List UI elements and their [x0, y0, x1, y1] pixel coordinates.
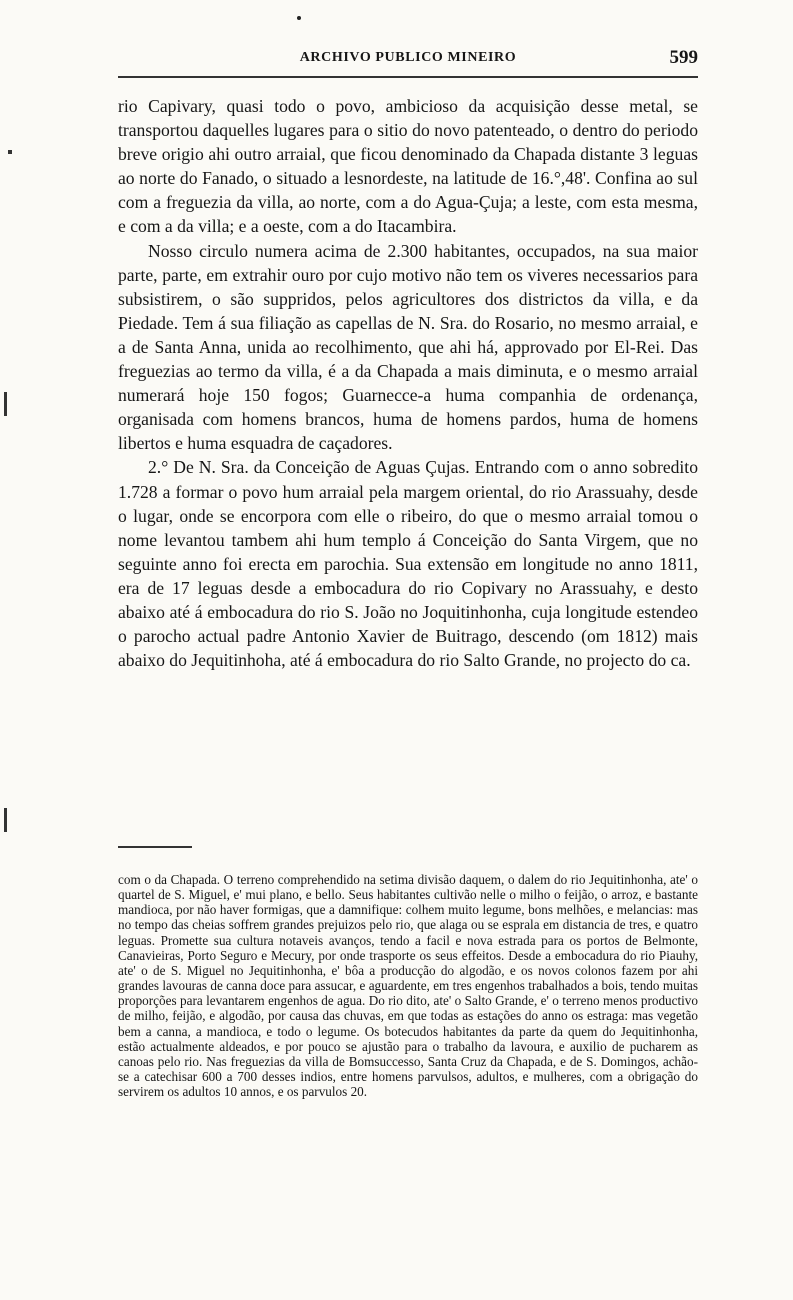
main-text: [118, 94, 698, 672]
footnote-text: com o da Chapada. O terreno comprehendido na setima divisão daquem, o dalem do rio Jequitinhonha, ate' o quartel de S. Miguel, e' mui plano, e bello. Seus habitantes cultivão nelle o milho o feijão, o arroz, e bastante mandioca, por não haver formigas, que a damnifique: colhem muito legume, bons melhões, e melancias: mas no tempo das cheias soffrem grandes prejuizos pelo rio, que alaga ou se esprala em distancia de tres, e quatro leguas. Promette sua cultura notaveis avanços, tendo a facil e nova estrada para os portos de Belmonte, Canavieiras, Porto Seguro e Mecury, por onde trasporte os seus effeitos. Desde a embocadura do rio Piauhy, ate' o de S. Miguel no Jequitinhonha, e' bôa a producção do algodão, e os novos colonos fazem por ahi grandes lavouras de canna doce para assucar, e aguardente, em tres engenhos trabalhados a bois, tendo muitas proporções para levantarem engenhos de agua. Do rio dito, ate' o Salto Grande, e' o terreno menos productivo de milho, feijão, e algodão, por causa das chuvas, em que todas as estações do anno os estraga: mas vegetão bem a canna, a mandioca, e todo o legume. Os botecudos habitantes da parte da quem do Jequitinhonha, estão actualmente aldeados, e por pouco se ajustão para o trabalho da lavoura, e auxilio de pucharem as canoas pelo rio. Nas freguezias da villa de Bomsuccesso, Santa Cruz da Chapada, e de S. Domingos, achão-se a catechisar 600 a 700 desses indios, entre homens parvulsos, adultos, e mulheres, com a obrigação do servirem os adultos 10 annos, e os parvulos 20.: [118, 872, 698, 1100]
footnote-separator: [118, 846, 192, 848]
paragraph: rio Capivary, quasi todo o povo, ambicioso da acquisição desse metal, se transportou daquelles lugares para o sitio do novo patenteado, o dentro do periodo breve origio ahi outro arraial, que ficou denominado da Chapada distante 3 leguas ao norte do Fanado, o situado a lesnordeste, na latitude de 16.°,48'. Confina ao sul com a freguezia da villa, ao norte, com a do Agua-Çuja; a leste, com esta mesma, e com a da villa; e a oeste, com a do Itacambira.: [118, 96, 698, 237]
margin-mark: [4, 392, 7, 416]
paragraph: Nosso circulo numera acima de 2.300 habitantes, occupados, na sua maior parte, parte, em extrahir ouro por cujo motivo não tem os viveres necessarios para subsistirem, o são suppridos, pelos agricultores dos districtos da villa, e da Piedade. Tem á sua filiação as capellas de N. Sra. do Rosario, no mesmo arraial, e a de Santa Anna, unida ao recolhimento, que ahi há, approvado por El-Rei. Das freguezias ao termo da villa, é a da Chapada a mais diminuta, e o mesmo arraial numerará hoje 150 fogos; Guarnecce-a huma companhia de ordenança, organisada com homens brancos, huma de homens pardos, huma de homens libertos e huma esquadra de caçadores.: [118, 240, 698, 454]
paragraph: 2.° De N. Sra. da Conceição de Aguas Çujas. Entrando com o anno sobredito 1.728 a formar o povo hum arraial pela margem oriental, do rio Arassuahy, desde o lugar, onde se encorpora com elle o ribeiro, do que o mesmo arraial tomou o nome levantou tambem ahi hum templo á Conceição do Santa Virgem, que no seguinte anno foi erecta em parochia. Sua extensão em longitude no anno 1811, era de 17 leguas desde a embocadura do rio Copivary no Arassuahy, e desto abaixo até á embocadura do rio S. João no Joquitinhonha, cuja longitude estendeo o parocho actual padre Antonio Xavier de Buitrago, descendo (om 1812) mais abaixo do Jequitinhoha, até á embocadura do rio Salto Grande, no projecto do ca.: [118, 457, 698, 671]
footnote-block: [118, 872, 698, 1099]
header-rule: [118, 76, 698, 78]
margin-mark: [8, 150, 12, 154]
ink-speck: [297, 16, 301, 20]
page-number: 599: [669, 47, 698, 68]
header-title: ARCHIVO PUBLICO MINEIRO: [299, 50, 517, 65]
running-header: [118, 47, 698, 72]
margin-mark: [4, 808, 7, 832]
